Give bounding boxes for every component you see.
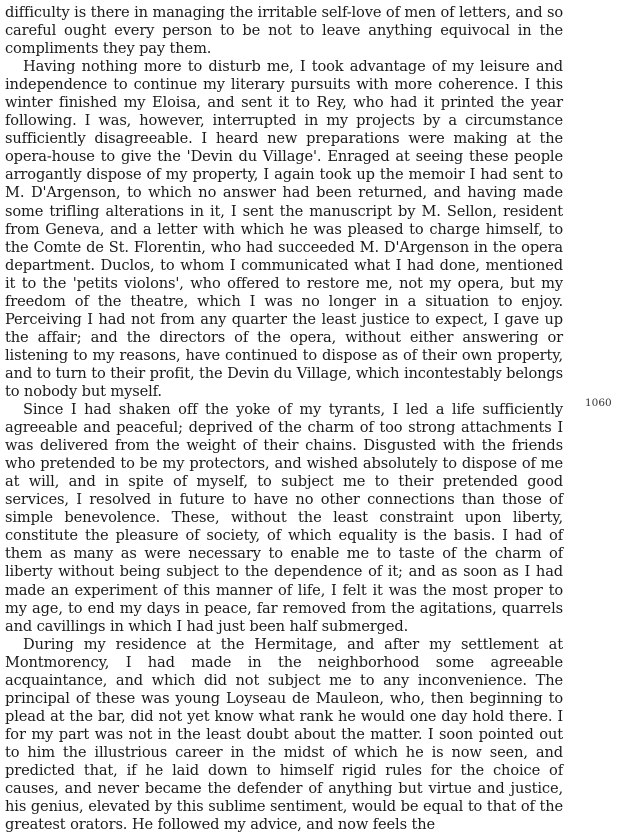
paragraph-1: difficulty is there in managing the irritable self-love of men of letters, and so careful ought every person to be not to leave anything equivocal in the compliments they pay them. — [5, 4, 563, 58]
margin-line-number: 1060 — [585, 397, 612, 409]
document-body — [5, 4, 563, 834]
paragraph-3: Since I had shaken off the yoke of my tyrants, I led a life sufficiently agreeable and peaceful; deprived of the charm of too strong attachments I was delivered from the weight of their chains. Disgusted with the friends who pretended to be my protectors, and wished absolutely to dispose of me at will, and in spite of myself, to subject me to their pretended good services, I resolved in future to have no other connections than those of simple benevolence. These, without the least constraint upon liberty, constitute the pleasure of society, of which equality is the basis. I had of them as many as were necessary to enable me to taste of the charm of liberty without being subject to the dependence of it; and as soon as I had made an experiment of this manner of life, I felt it was the most proper to my age, to end my days in peace, far removed from the agitations, quarrels and cavillings in which I had just been half submerged. — [5, 401, 563, 635]
paragraph-2: Having nothing more to disturb me, I took advantage of my leisure and independence to continue my literary pursuits with more coherence. I this winter finished my Eloisa, and sent it to Rey, who had it printed the year following. I was, however, interrupted in my projects by a circumstance sufficiently disagreeable. I heard new preparations were making at the opera-house to give the 'Devin du Village'. Enraged at seeing these people arrogantly dispose of my property, I again took up the memoir I had sent to M. D'Argenson, to which no answer had been returned, and having made some trifling alterations in it, I sent the manuscript by M. Sellon, resident from Geneva, and a letter with which he was pleased to charge himself, to the Comte de St. Florentin, who had succeeded M. D'Argenson in the opera department. Duclos, to whom I communicated what I had done, mentioned it to the 'petits violons', who offered to restore me, not my opera, but my freedom of the theatre, which I was no longer in a situation to enjoy. Perceiving I had not from any quarter the least justice to expect, I gave up the affair; and the directors of the opera, without either answering or listening to my reasons, have continued to dispose as of their own property, and to turn to their profit, the Devin du Village, which incontestably belongs to nobody but myself. — [5, 58, 563, 400]
paragraph-4: During my residence at the Hermitage, and after my settlement at Montmorency, I had made in the neighborhood some agreeable acquaintance, and which did not subject me to any inconvenience. The principal of these was young Loyseau de Mauleon, who, then beginning to plead at the bar, did not yet know what rank he would one day hold there. I for my part was not in the least doubt about the matter. I soon pointed out to him the illustrious career in the midst of which he is now seen, and predicted that, if he laid down to himself rigid rules for the choice of causes, and never became the defender of anything but virtue and justice, his genius, elevated by this sublime sentiment, would be equal to that of the greatest orators. He followed my advice, and now feels the — [5, 635, 563, 834]
